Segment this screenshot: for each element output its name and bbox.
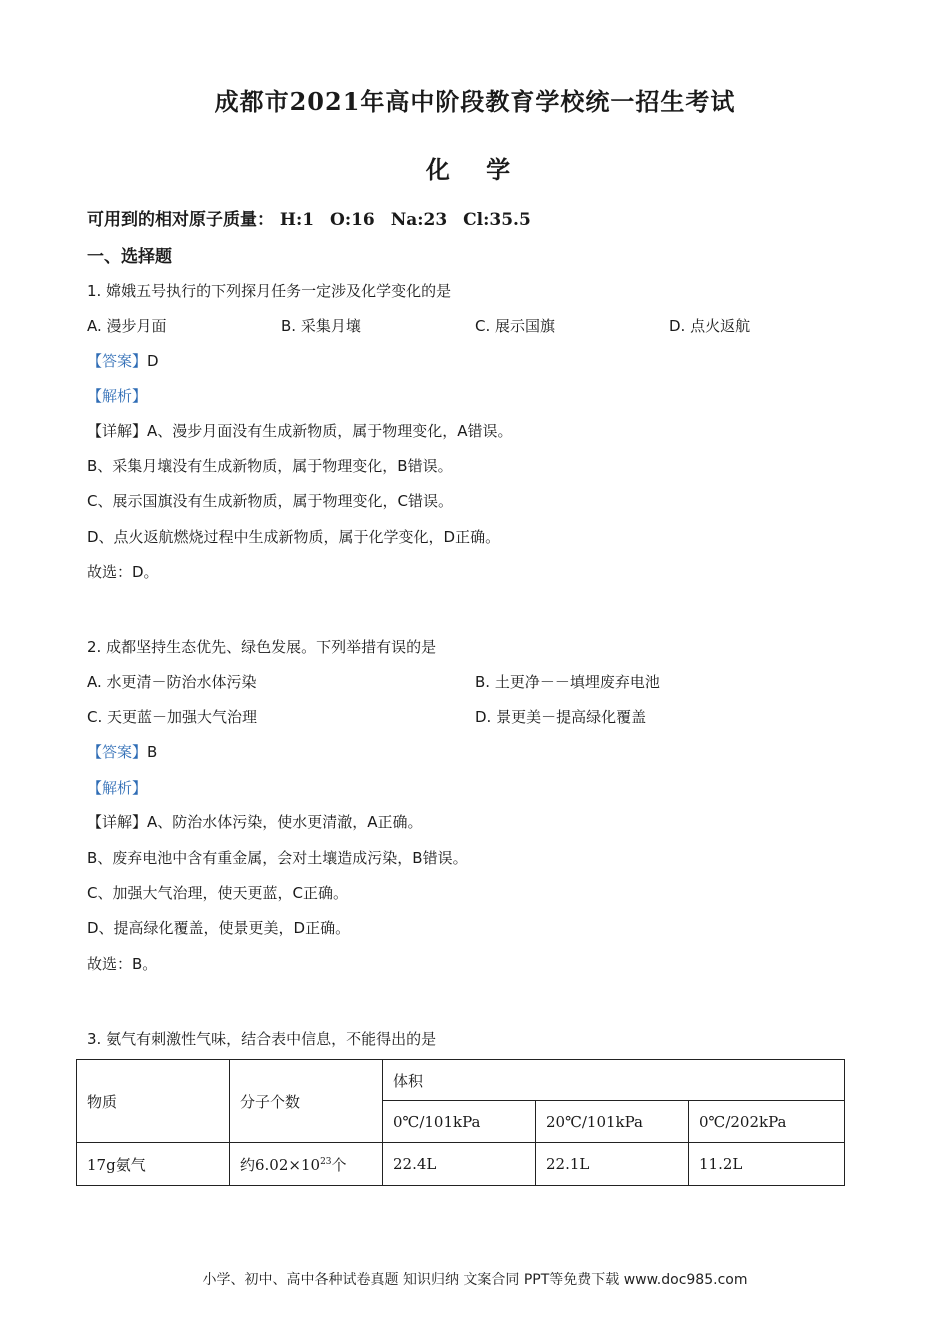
condition-2: 20℃/101kPa xyxy=(536,1101,689,1143)
mass-o: O:16 xyxy=(330,210,375,230)
header-molecules: 分子个数 xyxy=(230,1060,383,1143)
q2-answer-value: B xyxy=(147,743,158,761)
row-molecules: 约$6.02\times 10^{23}$个 xyxy=(230,1143,383,1186)
q1-conclusion: 故选：D。 xyxy=(87,563,159,581)
q2-option-a: A. 水更清－防治水体污染 xyxy=(87,673,257,691)
q1-option-b: B. 采集月壤 xyxy=(281,317,361,335)
row-substance: 17g氨气 xyxy=(77,1143,230,1186)
q2-stem: 2. 成都坚持生态优先、绿色发展。下列举措有误的是 xyxy=(87,638,437,656)
page-title: 成都市2021年高中阶段教育学校统一招生考试 xyxy=(214,87,736,116)
q1-stem: 1. 嫦娥五号执行的下列探月任务一定涉及化学变化的是 xyxy=(87,282,452,300)
volume-3: 11.2L xyxy=(689,1143,845,1186)
q1-detail-d: D、点火返航燃烧过程中生成新物质，属于化学变化，D正确。 xyxy=(87,528,501,546)
atomic-masses xyxy=(87,205,531,230)
q1-option-a: A. 漫步月面 xyxy=(87,317,167,335)
q1-option-c: C. 展示国旗 xyxy=(475,317,556,335)
q1-detail-tag: 【详解】 xyxy=(87,422,148,440)
q2-option-b: B. 土更净－－填埋废弃电池 xyxy=(475,673,660,691)
volume-2: 22.1L xyxy=(536,1143,689,1186)
condition-1: 0℃/101kPa xyxy=(383,1101,536,1143)
q1-answer-value: D xyxy=(147,352,159,370)
q3-stem: 3. 氨气有刺激性气味，结合表中信息，不能得出的是 xyxy=(87,1030,437,1048)
q2-detail-tag: 【详解】 xyxy=(87,813,148,831)
q2-conclusion: 故选：B。 xyxy=(87,955,158,973)
mass-na: Na:23 xyxy=(390,210,448,230)
mass-h: H:1 xyxy=(279,210,315,230)
q1-detail-c: C、展示国旗没有生成新物质，属于物理变化，C错误。 xyxy=(87,492,453,510)
q2-answer-tag: 【答案】 xyxy=(87,743,148,761)
page-footer: 小学、初中、高中各种试卷真题 知识归纳 文案合同 PPT等免费下载 www.doc985.com xyxy=(202,1272,748,1288)
q1-answer xyxy=(87,350,159,371)
q2-detail-a: 【详解】A、防治水体污染，使水更清澈，A正确。 xyxy=(87,813,423,831)
q1-analysis-tag: 【解析】 xyxy=(87,387,148,405)
header-volume: 体积 xyxy=(383,1060,845,1101)
section-heading: 一、选择题 xyxy=(87,247,172,267)
exponent: 23 xyxy=(320,1156,332,1167)
atomic-masses-label: 可用到的相对原子质量： xyxy=(87,210,274,230)
q1-detail-a: 【详解】A、漫步月面没有生成新物质，属于物理变化，A错误。 xyxy=(87,422,513,440)
mass-cl: Cl:35.5 xyxy=(463,210,531,230)
q2-analysis-tag: 【解析】 xyxy=(87,779,148,797)
q2-detail-d: D、提高绿化覆盖，使景更美，D正确。 xyxy=(87,919,351,937)
volume-1: 22.4L xyxy=(383,1143,536,1186)
condition-3: 0℃/202kPa xyxy=(689,1101,845,1143)
q1-detail-b: B、采集月壤没有生成新物质，属于物理变化，B错误。 xyxy=(87,457,453,475)
ammonia-table xyxy=(76,1059,845,1186)
q2-answer xyxy=(87,741,157,762)
q2-option-c: C. 天更蓝－加强大气治理 xyxy=(87,708,258,726)
q2-detail-b: B、废弃电池中含有重金属，会对土壤造成污染，B错误。 xyxy=(87,849,468,867)
q2-option-d: D. 景更美－提高绿化覆盖 xyxy=(475,708,647,726)
q1-answer-tag: 【答案】 xyxy=(87,352,148,370)
subject-title: 化 学 xyxy=(425,155,525,184)
header-substance: 物质 xyxy=(77,1060,230,1143)
q1-option-d: D. 点火返航 xyxy=(669,317,751,335)
q2-detail-c: C、加强大气治理，使天更蓝，C正确。 xyxy=(87,884,348,902)
